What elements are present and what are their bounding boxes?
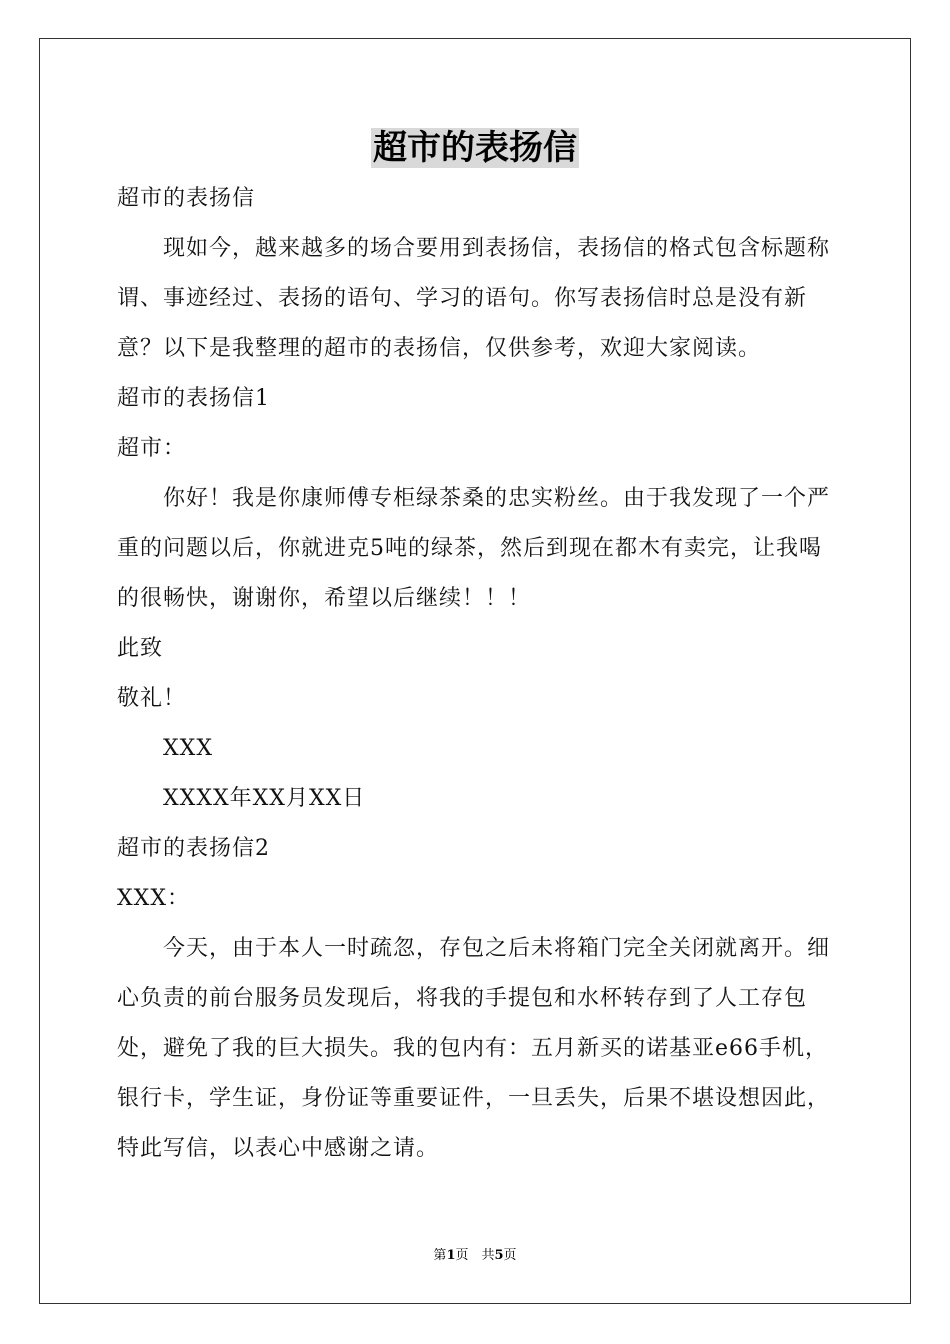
footer-page-number: 1 [446, 1248, 456, 1263]
paragraph-2: 超市的表扬信1 [117, 386, 270, 411]
footer-total-pages: 5 [494, 1248, 504, 1263]
paragraph-8: XXXX年XX月XX日 [163, 786, 366, 811]
footer-suffix: 页 [503, 1248, 517, 1263]
document-title [0, 124, 950, 172]
paragraph-9: 超市的表扬信2 [117, 836, 270, 861]
document-body [117, 174, 837, 1174]
paragraph-7: XXX [163, 736, 213, 761]
paragraph-3: 超市： [117, 436, 187, 461]
paragraph-6: 敬礼！ [117, 686, 187, 711]
paragraph-1: 现如今，越来越多的场合要用到表扬信，表扬信的格式包含标题称谓、事迹经过、表扬的语句、学习的语句。你写表扬信时总是没有新意？以下是我整理的超市的表扬信，仅供参考，欢迎大家阅读。 [117, 236, 831, 361]
paragraph-4: 你好！我是你康师傅专柜绿茶桑的忠实粉丝。由于我发现了一个严重的问题以后，你就进克5吨的绿茶，然后到现在都木有卖完，让我喝的很畅快，谢谢你，希望以后继续！！！ [117, 486, 831, 611]
footer-mid: 页 共 [455, 1248, 495, 1263]
page-footer [0, 1244, 950, 1263]
paragraph-11: 今天，由于本人一时疏忽，存包之后未将箱门完全关闭就离开。细心负责的前台服务员发现后，将我的手提包和水杯转存到了人工存包处，避免了我的巨大损失。我的包内有：五月新买的诺基亚e66手机，银行卡，学生证，身份证等重要证件，一旦丢失，后果不堪设想因此，特此写信，以表心中感谢之请。 [117, 936, 831, 1161]
title-text: 超市的表扬信 [373, 128, 577, 168]
footer-prefix: 第 [433, 1248, 447, 1263]
paragraph-5: 此致 [117, 636, 164, 661]
paragraph-10: XXX： [117, 886, 190, 911]
paragraph-0: 超市的表扬信 [117, 186, 256, 211]
